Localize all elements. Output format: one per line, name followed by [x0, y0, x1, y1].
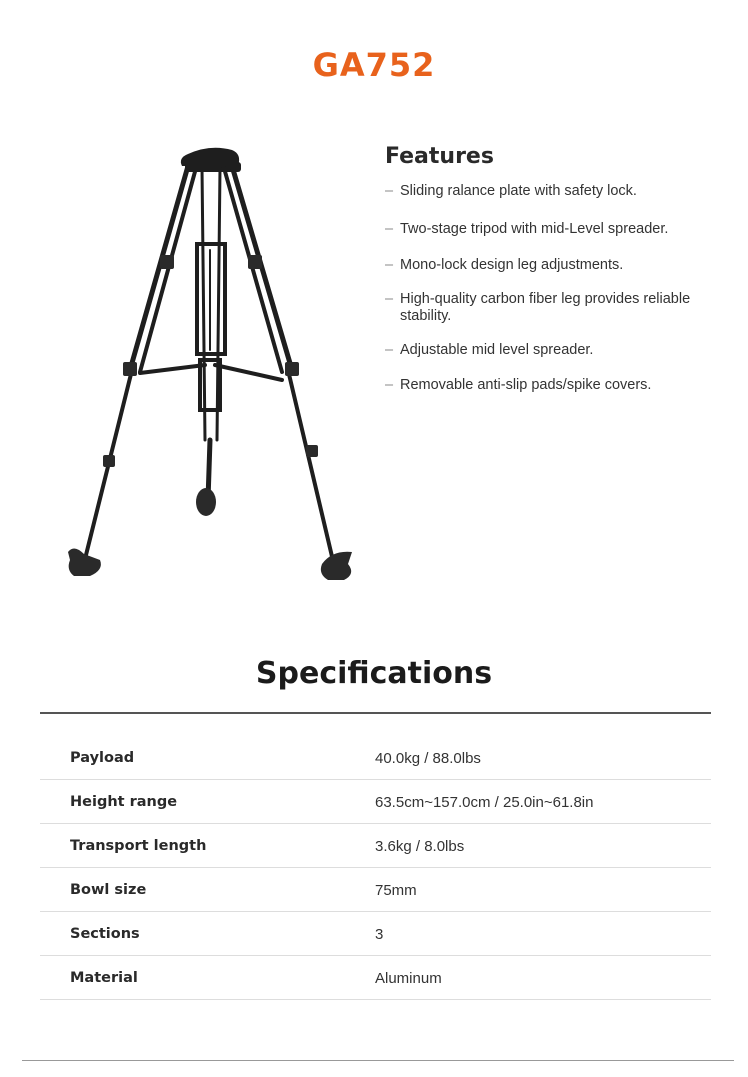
dash-icon: –	[385, 342, 394, 358]
tripod-image	[60, 140, 370, 600]
feature-text: Removable anti-slip pads/spike covers.	[400, 377, 652, 393]
feature-text: Adjustable mid level spreader.	[400, 342, 594, 358]
footer-divider	[22, 1060, 734, 1061]
spec-value: 63.5cm~157.0cm / 25.0in~61.8in	[375, 794, 594, 811]
spec-label: Payload	[70, 750, 135, 766]
spec-value: 75mm	[375, 882, 417, 899]
feature-item	[385, 183, 725, 200]
spec-label: Bowl size	[70, 882, 147, 898]
feature-item	[385, 291, 725, 325]
spec-value: Aluminum	[375, 970, 442, 987]
spec-row	[40, 956, 711, 1000]
specifications-divider	[40, 712, 711, 714]
feature-item	[385, 221, 725, 238]
spec-row	[40, 736, 711, 780]
spec-row	[40, 912, 711, 956]
product-title: GA752	[312, 46, 436, 84]
feature-item	[385, 377, 725, 394]
spec-label: Height range	[70, 794, 178, 810]
features-heading: Features	[385, 144, 494, 169]
spec-value: 40.0kg / 88.0lbs	[375, 750, 481, 767]
specifications-heading: Specifications	[255, 656, 493, 691]
spec-row	[40, 868, 711, 912]
dash-icon: –	[385, 377, 394, 393]
feature-item	[385, 342, 725, 359]
spec-row	[40, 780, 711, 824]
feature-text: Sliding ralance plate with safety lock.	[400, 183, 637, 199]
dash-icon: –	[385, 221, 394, 237]
dash-icon: –	[385, 291, 394, 307]
features-section	[385, 144, 725, 394]
specifications-table	[40, 736, 711, 1000]
spec-label: Material	[70, 970, 138, 986]
dash-icon: –	[385, 257, 394, 273]
feature-text: Mono-lock design leg adjustments.	[400, 257, 624, 273]
spec-value: 3.6kg / 8.0lbs	[375, 838, 465, 855]
feature-list	[385, 183, 725, 394]
spec-row	[40, 824, 711, 868]
dash-icon: –	[385, 183, 394, 199]
feature-text: Two-stage tripod with mid-Level spreader.	[400, 221, 669, 237]
feature-text: High-quality carbon fiber leg provides reliable stability.	[400, 291, 691, 324]
spec-value: 3	[375, 926, 384, 943]
spec-label: Transport length	[70, 838, 207, 854]
feature-item	[385, 257, 725, 274]
spec-label: Sections	[70, 926, 140, 942]
